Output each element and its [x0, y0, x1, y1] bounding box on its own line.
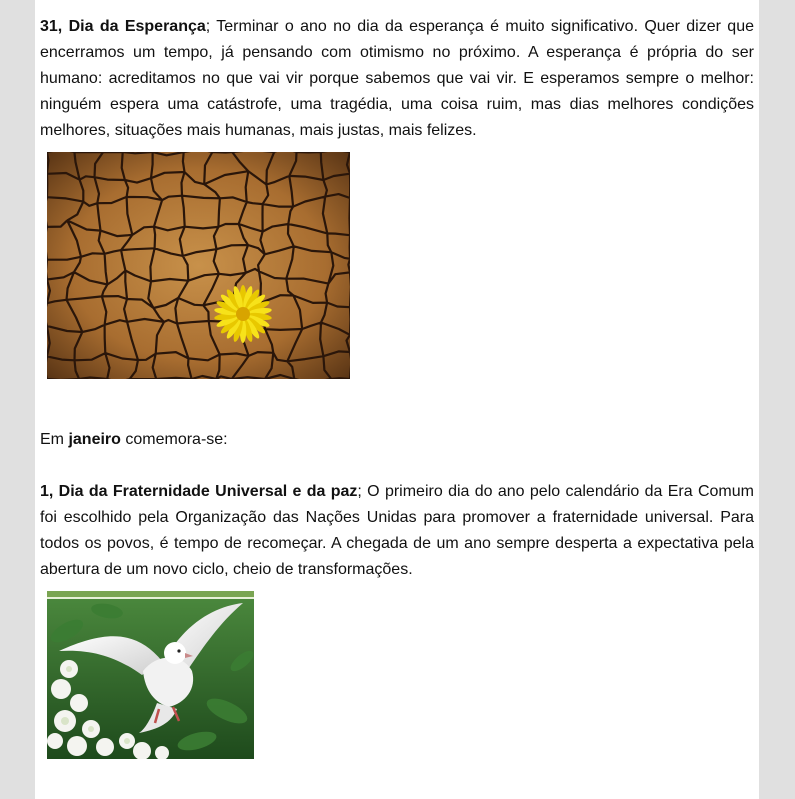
- entry-heading: 1, Dia da Fraternidade Universal e da paz: [40, 483, 358, 500]
- article-content: [40, 14, 754, 759]
- entry-heading: 31, Dia da Esperança: [40, 18, 206, 35]
- month-intro: Em janeiro comemora-se:: [40, 431, 228, 448]
- entry-paragraph-fraternidade: [40, 479, 754, 583]
- page-column: [35, 0, 759, 799]
- month-name: janeiro: [68, 431, 121, 448]
- white-dove-image: [47, 591, 254, 759]
- entry-text: ; O primeiro dia do ano pelo calendário da Era Comum foi escolhido pela Organização das Nações Unidas para promover a fraternidade universal. Para todos os povos, é tempo de recomeçar. A chegada de um ano sempre desperta a expectativa pela abertura de um novo ciclo, cheio de transformações.: [40, 483, 754, 578]
- entry-text: ; Terminar o ano no dia da esperança é muito significativo. Quer dizer que encerramos um tempo, já pensando com otimismo no próximo. A esperança é própria do ser humano: acreditamos no que vai vir porque sabemos que vai vir. E esperamos sempre o melhor: ninguém espera uma catástrofe, uma tragédia, uma coisa ruim, mas dias melhores condições melhores, situações mais humanas, mais justas, mais felizes.: [40, 18, 754, 139]
- entry-paragraph-esperanca: [40, 14, 754, 144]
- cracked-earth-flower-image: [47, 152, 350, 379]
